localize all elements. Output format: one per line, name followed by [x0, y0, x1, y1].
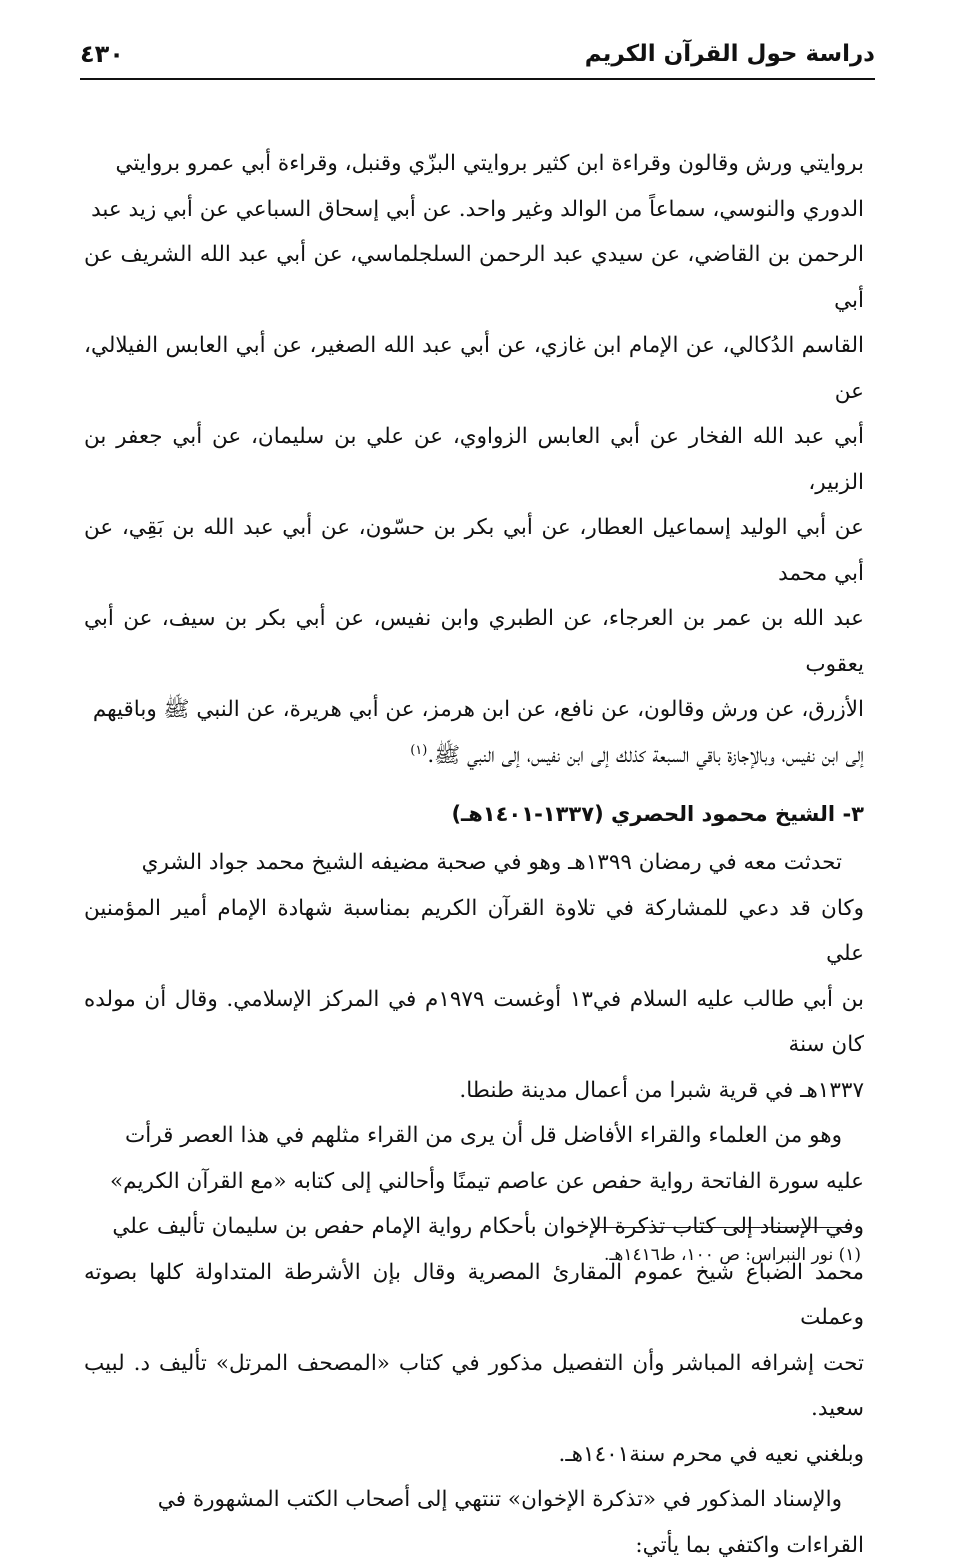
- isnad-intro-paragraph: والإسناد المذكور في «تذكرة الإخوان» تنتهي إلى أصحاب الكتب المشهورة في القراءات واكتفي بما يأتي:: [157, 1487, 864, 1558]
- header-title: دراسة حول القرآن الكريم: [584, 41, 875, 67]
- recitation-paragraph: وهو من العلماء والقراء الأفاضل قل أن يرى من القراء مثلهم في هذا العصر قرأت عليه سورة الفاتحة رواية حفص عن عاصم تيمنًا وأحالني إلى كتابه «مع القرآن الكريم» وفي الإسناد إلى كتاب تذكرة الإخوان بأحكام رواية الإمام حفص بن سليمان تأليف علي محمد الضباع شيخ عموم المقارئ المصرية وقال بإن الأشرطة المتداولة كلها بصوته وعملت تحت إشرافه المباشر وأن التفصيل مذكور في كتاب «المصحف المرتل» تأليف د. لبيب سعيد. وبلغني نعيه في محرم سنة١٤٠١هـ.: [84, 1123, 864, 1467]
- footnote-divider: [593, 1227, 851, 1228]
- footnote-reference: (١): [410, 742, 428, 758]
- section-heading: ٣- الشيخ محمود الحصري (١٣٣٧-١٤٠١هـ): [451, 802, 864, 826]
- body-text: [84, 141, 864, 1568]
- footnote: (١) نور النبراس: ص ١٠٠، ط١٤١٦هـ.: [604, 1245, 861, 1265]
- page-number: ٤٣٠: [80, 40, 124, 68]
- isnad-paragraph: [84, 141, 864, 778]
- header-divider: [80, 78, 875, 80]
- isnad-paragraph-text: بروايتي ورش وقالون وقراءة ابن كثير بروايتي البزّي وقنبل، وقراءة أبي عمرو بروايتي الدوري والنوسي، سماعاً من الوالد وغير واحد. عن أبي إسحاق السباعي عن أبي زيد عبد الرحمن بن القاضي، عن سيدي عبد الرحمن السلجلماسي، عن أبي عبد الله الشريف عن أبي القاسم الدُكالي، عن الإمام ابن غازي، عن أبي عبد الله الصغير، عن أبي العابس الفيلالي، عن أبي عبد الله الفخار عن أبي العابس الزواوي، عن علي بن سليمان، عن أبي جعفر بن الزبير، عن أبي الوليد إسماعيل العطار، عن أبي بكر بن حسّون، عن أبي عبد الله بن بَقِي، عن أبي محمد عبد الله بن عمر بن العرجاء، عن الطبري وابن نفيس، عن أبي بكر بن سيف، عن أبي يعقوب الأزرق، عن ورش وقالون، عن نافع، عن ابن هرمز، عن أبي هريرة، عن النبي ﷺ وباقيهم إلى ابن نفيس، وبالإجازة باقي السبعة كذلك إلى ابن نفيس، إلى النبي ﷺ.: [84, 151, 864, 768]
- biography-paragraph: تحدثت معه في رمضان ١٣٩٩هـ وهو في صحبة مضيفه الشيخ محمد جواد الشري وكان قد دعي للمشاركة في تلاوة القرآن الكريم بمناسبة شهادة الإمام أمير المؤمنين علي بن أبي طالب عليه السلام في١٣ أوغست ١٩٧٩م في المركز الإسلامي. وقال أن مولده كان سنة ١٣٣٧هـ في قرية شبرا من أعمال مدينة طنطا.: [84, 850, 864, 1103]
- running-header: [80, 34, 875, 74]
